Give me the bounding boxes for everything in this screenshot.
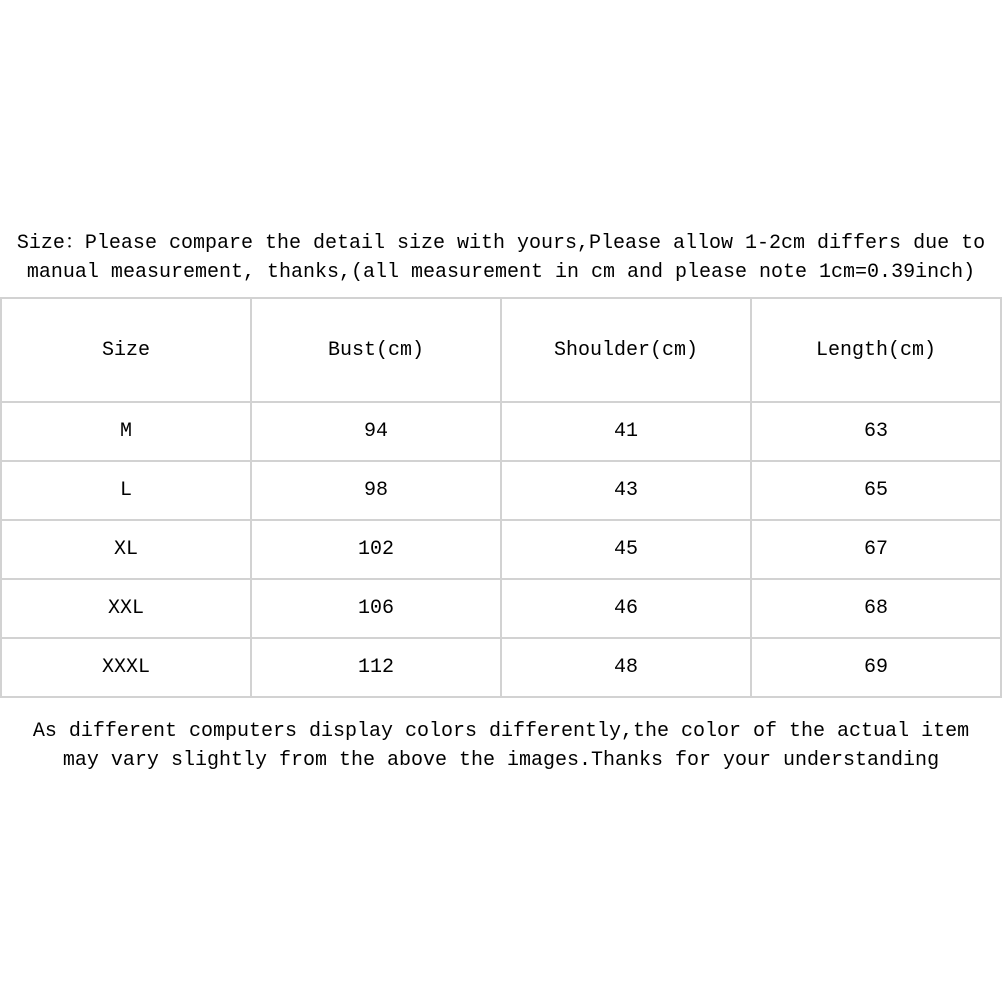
cell-size: L [1,461,251,520]
table-row-xxxl [1,638,1001,697]
column-header-size: Size [1,298,251,402]
column-header-shoulder: Shoulder(cm) [501,298,751,402]
column-header-bust: Bust(cm) [251,298,501,402]
size-table [0,297,1002,698]
table-row-xxl [1,579,1001,638]
cell-bust: 106 [251,579,501,638]
cell-shoulder: 43 [501,461,751,520]
intro-line-2: manual measurement, thanks,(all measurement in cm and please note 1cm=0.39inch) [26,261,976,284]
size-table-header-row [1,298,1001,402]
disclaimer-line-1: As different computers display colors differently,the color of the actual item [32,720,970,743]
table-row-xl [1,520,1001,579]
disclaimer-text [0,698,1002,775]
cell-size: XXXL [1,638,251,697]
cell-shoulder: 41 [501,402,751,461]
table-row-m [1,402,1001,461]
cell-size: XXL [1,579,251,638]
cell-length: 65 [751,461,1001,520]
size-table-head [1,298,1001,402]
cell-shoulder: 45 [501,520,751,579]
cell-size: XL [1,520,251,579]
cell-shoulder: 48 [501,638,751,697]
cell-size: M [1,402,251,461]
cell-length: 67 [751,520,1001,579]
cell-length: 68 [751,579,1001,638]
intro-text [0,0,1002,287]
column-header-length: Length(cm) [751,298,1001,402]
cell-shoulder: 46 [501,579,751,638]
cell-bust: 112 [251,638,501,697]
cell-bust: 94 [251,402,501,461]
cell-length: 63 [751,402,1001,461]
cell-bust: 98 [251,461,501,520]
intro-line-1: Size：Please compare the detail size with yours,Please allow 1-2cm differs due to [16,232,986,255]
cell-length: 69 [751,638,1001,697]
disclaimer-line-2: may vary slightly from the above the images.Thanks for your understanding [62,749,940,772]
table-row-l [1,461,1001,520]
size-table-body [1,402,1001,697]
cell-bust: 102 [251,520,501,579]
